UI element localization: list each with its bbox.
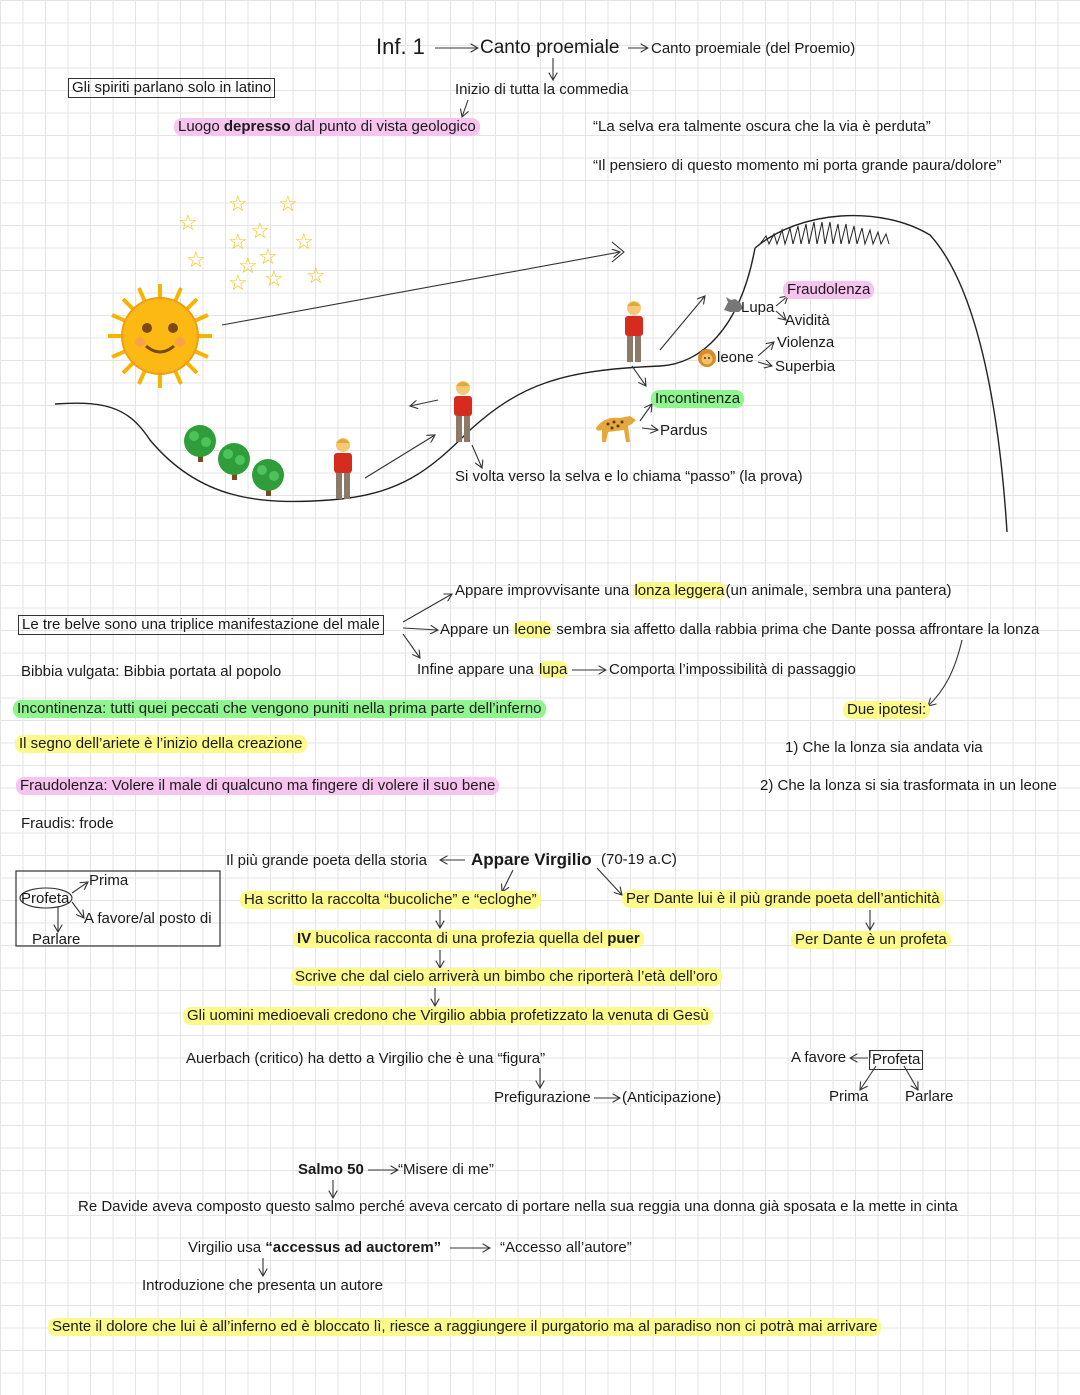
raccolta-bucoliche: Ha scritto la raccolta “bucoliche” e “ecloghe” (240, 891, 541, 909)
pensiero-quote: “Il pensiero di questo momento mi porta grande paura/dolore” (593, 157, 1002, 174)
profeta-box-prima: Prima (89, 872, 129, 889)
sun-icon (106, 282, 214, 390)
tre-belve-box: Le tre belve sono una triplice manifestazione del male (18, 615, 384, 635)
misere-di-me: “Misere di me” (398, 1161, 494, 1178)
profeta-box-profeta: Profeta (21, 890, 70, 907)
star-icon: ☆ (228, 191, 248, 216)
luogo-depresso: Luogo depresso dal punto di vista geologico (174, 118, 480, 136)
salmo-50: Salmo 50 (298, 1161, 364, 1178)
uomini-medioevali: Gli uomini medioevali credono che Virgilio abbia profetizzato la venuta di Gesù (183, 1007, 713, 1025)
si-volta-note: Si volta verso la selva e lo chiama “passo” (la prova) (455, 468, 803, 485)
ariete-def: Il segno dell’ariete è l’inizio della creazione (15, 735, 307, 753)
canto-proemiale: Canto proemiale (480, 37, 620, 58)
per-dante-poeta: Per Dante lui è il più grande poeta dell’antichità (622, 890, 944, 908)
lupa-label: Lupa (741, 299, 775, 316)
virgilio-usa: Virgilio usa “accessus ad auctorem” (188, 1239, 442, 1256)
mountain-hatch (760, 222, 889, 244)
star-icon: ☆ (294, 229, 314, 254)
anticipazione: (Anticipazione) (622, 1089, 722, 1106)
fraudolenza-label: Fraudolenza (783, 281, 874, 299)
leone-line: Appare un leone sembra sia affetto dalla rabbia prima che Dante possa affrontare la lonza (440, 621, 1040, 638)
profeta-right-profeta: Profeta (869, 1050, 923, 1070)
star-icon: ☆ (238, 253, 258, 278)
superbia-label: Superbia (775, 358, 836, 375)
profeta-box-favore: A favore/al posto di (84, 910, 212, 927)
selva-quote: “La selva era talmente oscura che la via è perduta” (593, 118, 931, 135)
profeta-right-parlare: Parlare (905, 1088, 954, 1105)
introduzione-autore: Introduzione che presenta un autore (142, 1277, 384, 1294)
due-ipotesi: Due ipotesi: (843, 701, 930, 719)
prefigurazione: Prefigurazione (494, 1089, 591, 1106)
inizio-commedia: Inizio di tutta la commedia (455, 81, 629, 98)
ipotesi-2: 2) Che la lonza si sia trasformata in un leone (760, 777, 1057, 794)
inf-title: Inf. 1 (376, 34, 425, 59)
impossibilita-passaggio: Comporta l’impossibilità di passaggio (609, 661, 856, 678)
accesso-autore: “Accesso all’autore” (500, 1239, 632, 1256)
poeta-storia: Il più grande poeta della storia (226, 852, 427, 869)
incontinenza-label: Incontinenza (651, 390, 744, 408)
virgilio-date: (70-19 a.C) (601, 851, 677, 868)
lonza-line: Appare improvvisante una lonza leggera(un animale, sembra una pantera) (455, 582, 952, 599)
star-icon: ☆ (278, 191, 298, 216)
bibbia-vulgata: Bibbia vulgata: Bibbia portata al popolo (21, 663, 282, 680)
star-icon: ☆ (186, 247, 206, 272)
star-icon: ☆ (178, 210, 198, 235)
appare-virgilio: Appare Virgilio (471, 850, 592, 869)
scrive-cielo: Scrive che dal cielo arriverà un bimbo che riporterà l’età dell’oro (291, 968, 722, 986)
canto-proemiale-del-proemio: Canto proemiale (del Proemio) (651, 40, 856, 57)
avidita-label: Avidità (785, 312, 830, 329)
star-icon: ☆ (258, 244, 278, 269)
latino-box: Gli spiriti parlano solo in latino (68, 78, 275, 98)
star-icon: ☆ (228, 229, 248, 254)
ipotesi-1: 1) Che la lonza sia andata via (785, 739, 983, 756)
per-dante-profeta: Per Dante è un profeta (791, 931, 951, 949)
star-icon: ☆ (250, 218, 270, 243)
iv-bucolica: IV bucolica racconta di una profezia quella del puer (293, 930, 644, 948)
star-icon: ☆ (264, 266, 284, 291)
re-davide: Re Davide aveva composto questo salmo perché aveva cercato di portare nella sua reggia una donna già sposata e la mette in cinta (78, 1198, 958, 1215)
pardus-label: Pardus (660, 422, 708, 439)
fraudolenza-def: Fraudolenza: Volere il male di qualcuno ma fingere di volere il suo bene (16, 777, 499, 795)
violenza-label: Violenza (777, 334, 835, 351)
star-icon: ☆ (228, 270, 248, 295)
leone-label: leone (717, 349, 754, 366)
sente-dolore: Sente il dolore che lui è all’inferno ed è bloccato lì, riesce a raggiungere il purgatorio ma al paradiso non ci potrà mai arrivare (48, 1318, 881, 1336)
profeta-box-parlare: Parlare (32, 931, 81, 948)
lupa-line: Infine appare una lupa (417, 661, 568, 678)
profeta-right-prima: Prima (829, 1088, 869, 1105)
profeta-right-favore: A favore (791, 1049, 847, 1066)
auerbach: Auerbach (critico) ha detto a Virgilio che è una “figura” (186, 1050, 546, 1067)
star-icon: ☆ (306, 263, 326, 288)
fraudis-def: Fraudis: frode (21, 815, 114, 832)
incontinenza-def: Incontinenza: tutti quei peccati che vengono puniti nella prima parte dell’inferno (13, 700, 546, 718)
